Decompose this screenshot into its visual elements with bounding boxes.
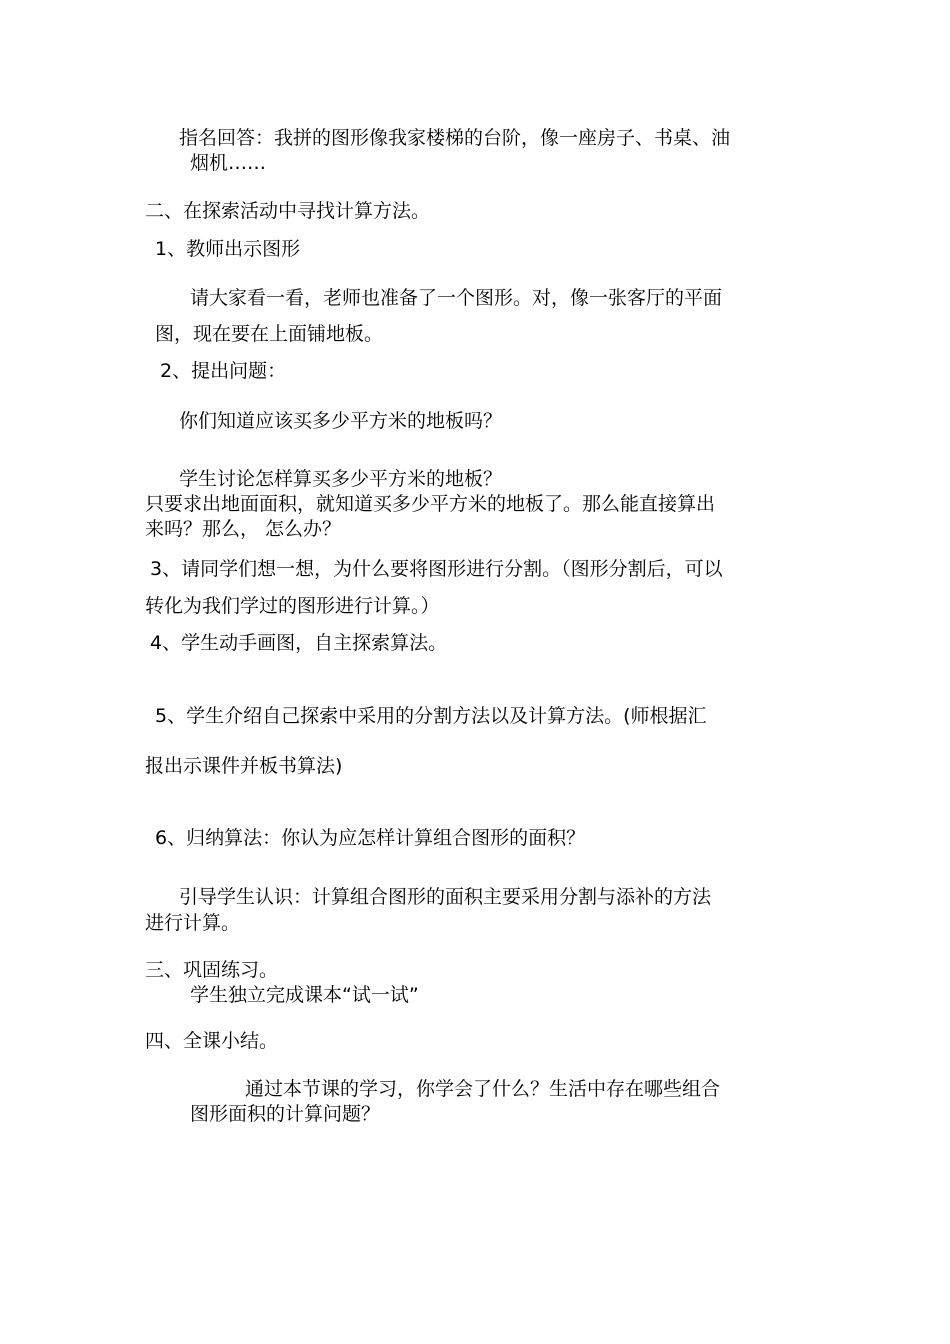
step-6-text: 6、归纳算法：你认为应怎样计算组合图形的面积？ xyxy=(155,827,586,849)
guidance-line-1: 引导学生认识：计算组合图形的面积主要采用分割与添补的方法 xyxy=(179,886,712,908)
section-heading-4: 四、全课小结。 xyxy=(145,1030,279,1052)
discussion-line-1: 学生讨论怎样算买多少平方米的地板？ xyxy=(179,468,503,490)
step-2-question: 你们知道应该买多少平方米的地板吗？ xyxy=(179,410,503,432)
summary-line-2: 图形面积的计算问题？ xyxy=(190,1103,381,1125)
section-heading-2: 二、在探索活动中寻找计算方法。 xyxy=(145,200,431,222)
step-5-line-1: 5、学生介绍自己探索中采用的分割方法以及计算方法。(师根据汇 xyxy=(155,705,707,727)
step-4-text: 4、学生动手画图，自主探索算法。 xyxy=(150,632,448,654)
paragraph-answer-line-1: 指名回答：我拼的图形像我家楼梯的台阶，像一座房子、书桌、油 xyxy=(179,127,731,149)
paragraph-answer-line-2: 烟机…… xyxy=(190,152,267,174)
step-3-line-2: 转化为我们学过的图形进行计算。） xyxy=(145,595,440,617)
discussion-line-3: 来吗？那么， 怎么办？ xyxy=(145,518,342,540)
section-heading-3: 三、巩固练习。 xyxy=(145,959,279,981)
step-1-text-line-2: 图，现在要在上面铺地板。 xyxy=(155,323,384,345)
step-1-text-line-1: 请大家看一看，老师也准备了一个图形。对，像一张客厅的平面 xyxy=(190,287,723,309)
step-5-line-2: 报出示课件并板书算法) xyxy=(145,755,343,777)
discussion-line-2: 只要求出地面面积，就知道买多少平方米的地板了。那么能直接算出 xyxy=(145,493,716,515)
step-3-line-1: 3、请同学们想一想，为什么要将图形进行分割。（图形分割后，可以 xyxy=(150,558,723,580)
summary-line-1: 通过本节课的学习，你学会了什么？生活中存在哪些组合 xyxy=(245,1078,721,1100)
practice-text: 学生独立完成课本“试一试” xyxy=(190,984,419,1006)
step-2-heading: 2、提出问题： xyxy=(160,360,287,382)
step-1-heading: 1、教师出示图形 xyxy=(155,238,301,260)
guidance-line-2: 进行计算。 xyxy=(145,912,241,934)
